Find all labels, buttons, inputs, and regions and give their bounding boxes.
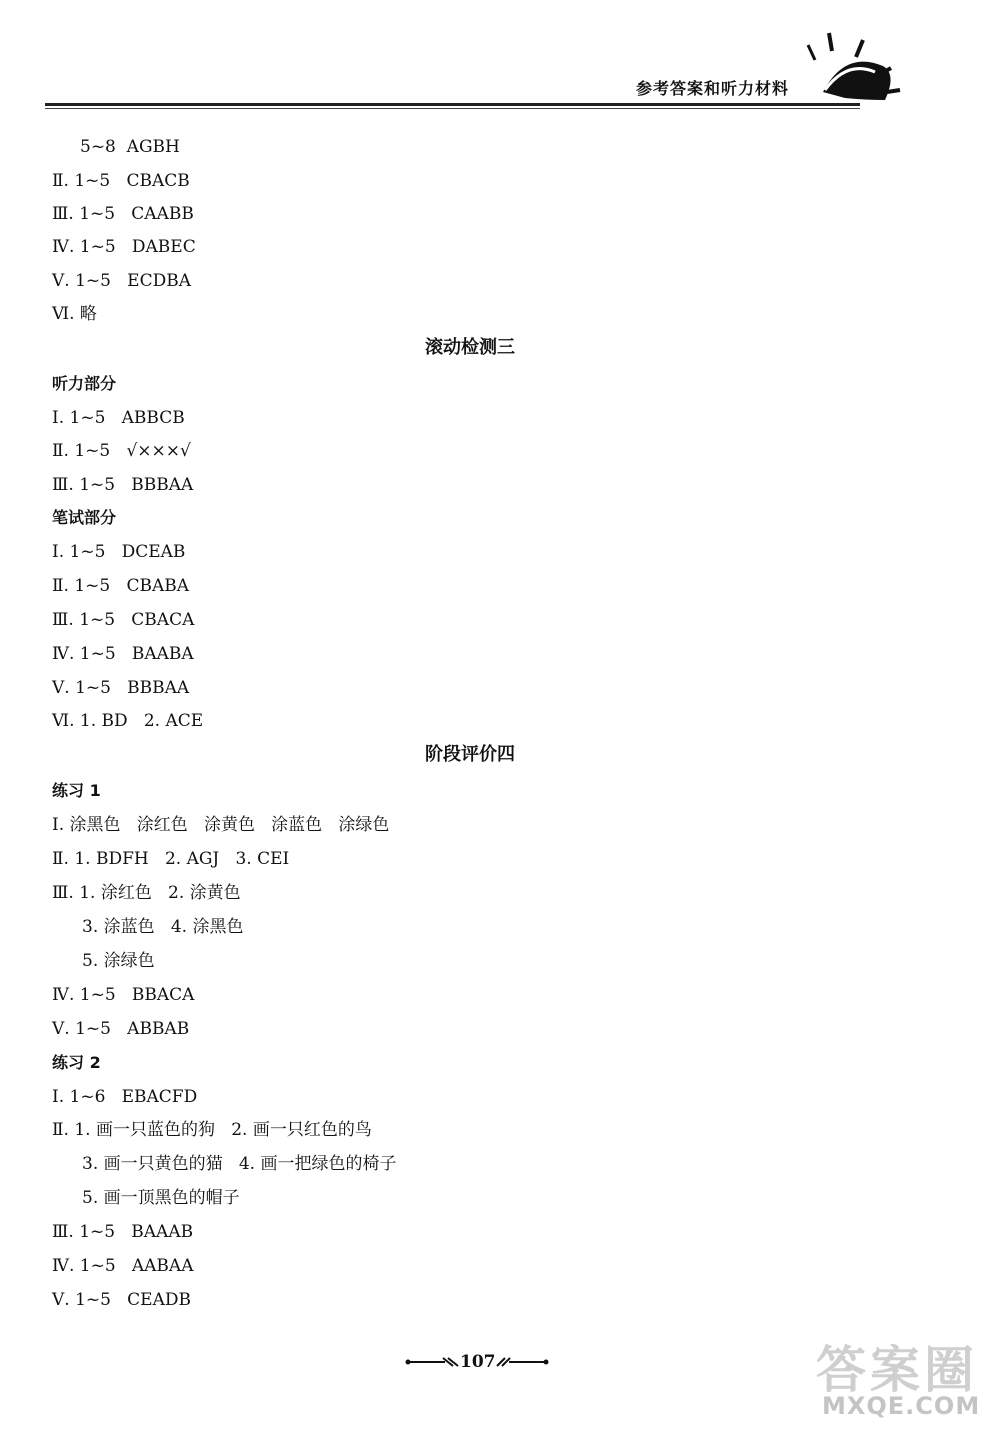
answer-line: Ⅴ. 1~5 ABBAB (52, 1019, 190, 1039)
answer-line: Ⅰ. 1~5 DCEAB (52, 542, 186, 562)
answer-line: Ⅰ. 1~5 ABBCB (52, 408, 185, 428)
answer-line: Ⅲ. 1~5 BAAAB (52, 1222, 194, 1242)
footer-ornament-left-icon (405, 1354, 460, 1370)
answer-line: Ⅵ. 略 (52, 304, 97, 324)
answer-line: Ⅴ. 1~5 ECDBA (52, 271, 191, 291)
answer-line: Ⅱ. 1~5 CBABA (52, 576, 189, 596)
answer-line: Ⅳ. 1~5 BBACA (52, 985, 195, 1005)
answer-line: 5~8 AGBH (80, 137, 180, 157)
answer-line: 3. 涂蓝色 4. 涂黑色 (82, 917, 244, 937)
page-number: 107 (460, 1352, 496, 1372)
footer-ornament-right-icon (495, 1354, 550, 1370)
subsection-heading: 听力部分 (52, 374, 117, 393)
answer-line: Ⅱ. 1~5 CBACB (52, 171, 190, 191)
answer-line: Ⅰ. 涂黑色 涂红色 涂黄色 涂蓝色 涂绿色 (52, 815, 390, 835)
answer-line: Ⅳ. 1~5 AABAA (52, 1256, 194, 1276)
answer-line: Ⅴ. 1~5 CEADB (52, 1290, 191, 1310)
subsection-heading: 笔试部分 (52, 508, 117, 527)
sun-icon (805, 30, 915, 115)
answer-line: Ⅱ. 1~5 √×××√ (52, 441, 191, 461)
watermark (816, 1330, 991, 1425)
watermark-logo-text: 答案圈 (816, 1341, 978, 1399)
answer-line: Ⅰ. 1~6 EBACFD (52, 1087, 198, 1107)
section-heading: 滚动检测三 (425, 337, 515, 358)
answer-line: Ⅲ. 1~5 CBACA (52, 610, 195, 630)
answer-line: Ⅳ. 1~5 BAABA (52, 644, 194, 664)
answer-line: Ⅵ. 1. BD 2. ACE (52, 711, 204, 731)
header-title: 参考答案和听力材料 (636, 79, 790, 98)
answer-line: Ⅱ. 1. 画一只蓝色的狗 2. 画一只红色的鸟 (52, 1120, 372, 1140)
answer-line: Ⅲ. 1~5 CAABB (52, 204, 194, 224)
answer-line: Ⅲ. 1. 涂红色 2. 涂黄色 (52, 883, 241, 903)
answer-line: Ⅱ. 1. BDFH 2. AGJ 3. CEI (52, 849, 290, 869)
subsection-heading: 练习 1 (52, 781, 101, 800)
page-header (0, 0, 1000, 115)
header-rule-thin (45, 108, 860, 109)
subsection-heading: 练习 2 (52, 1053, 101, 1072)
section-heading: 阶段评价四 (425, 744, 515, 765)
header-rule (45, 103, 860, 106)
watermark-url: MXQE.COM (822, 1392, 981, 1420)
answer-line: Ⅴ. 1~5 BBBAA (52, 678, 190, 698)
answer-line: 5. 画一顶黑色的帽子 (82, 1188, 240, 1208)
answer-line: 5. 涂绿色 (82, 951, 155, 971)
answer-line: Ⅳ. 1~5 DABEC (52, 237, 196, 257)
answer-line: Ⅲ. 1~5 BBBAA (52, 475, 194, 495)
answer-line: 3. 画一只黄色的猫 4. 画一把绿色的椅子 (82, 1154, 397, 1174)
